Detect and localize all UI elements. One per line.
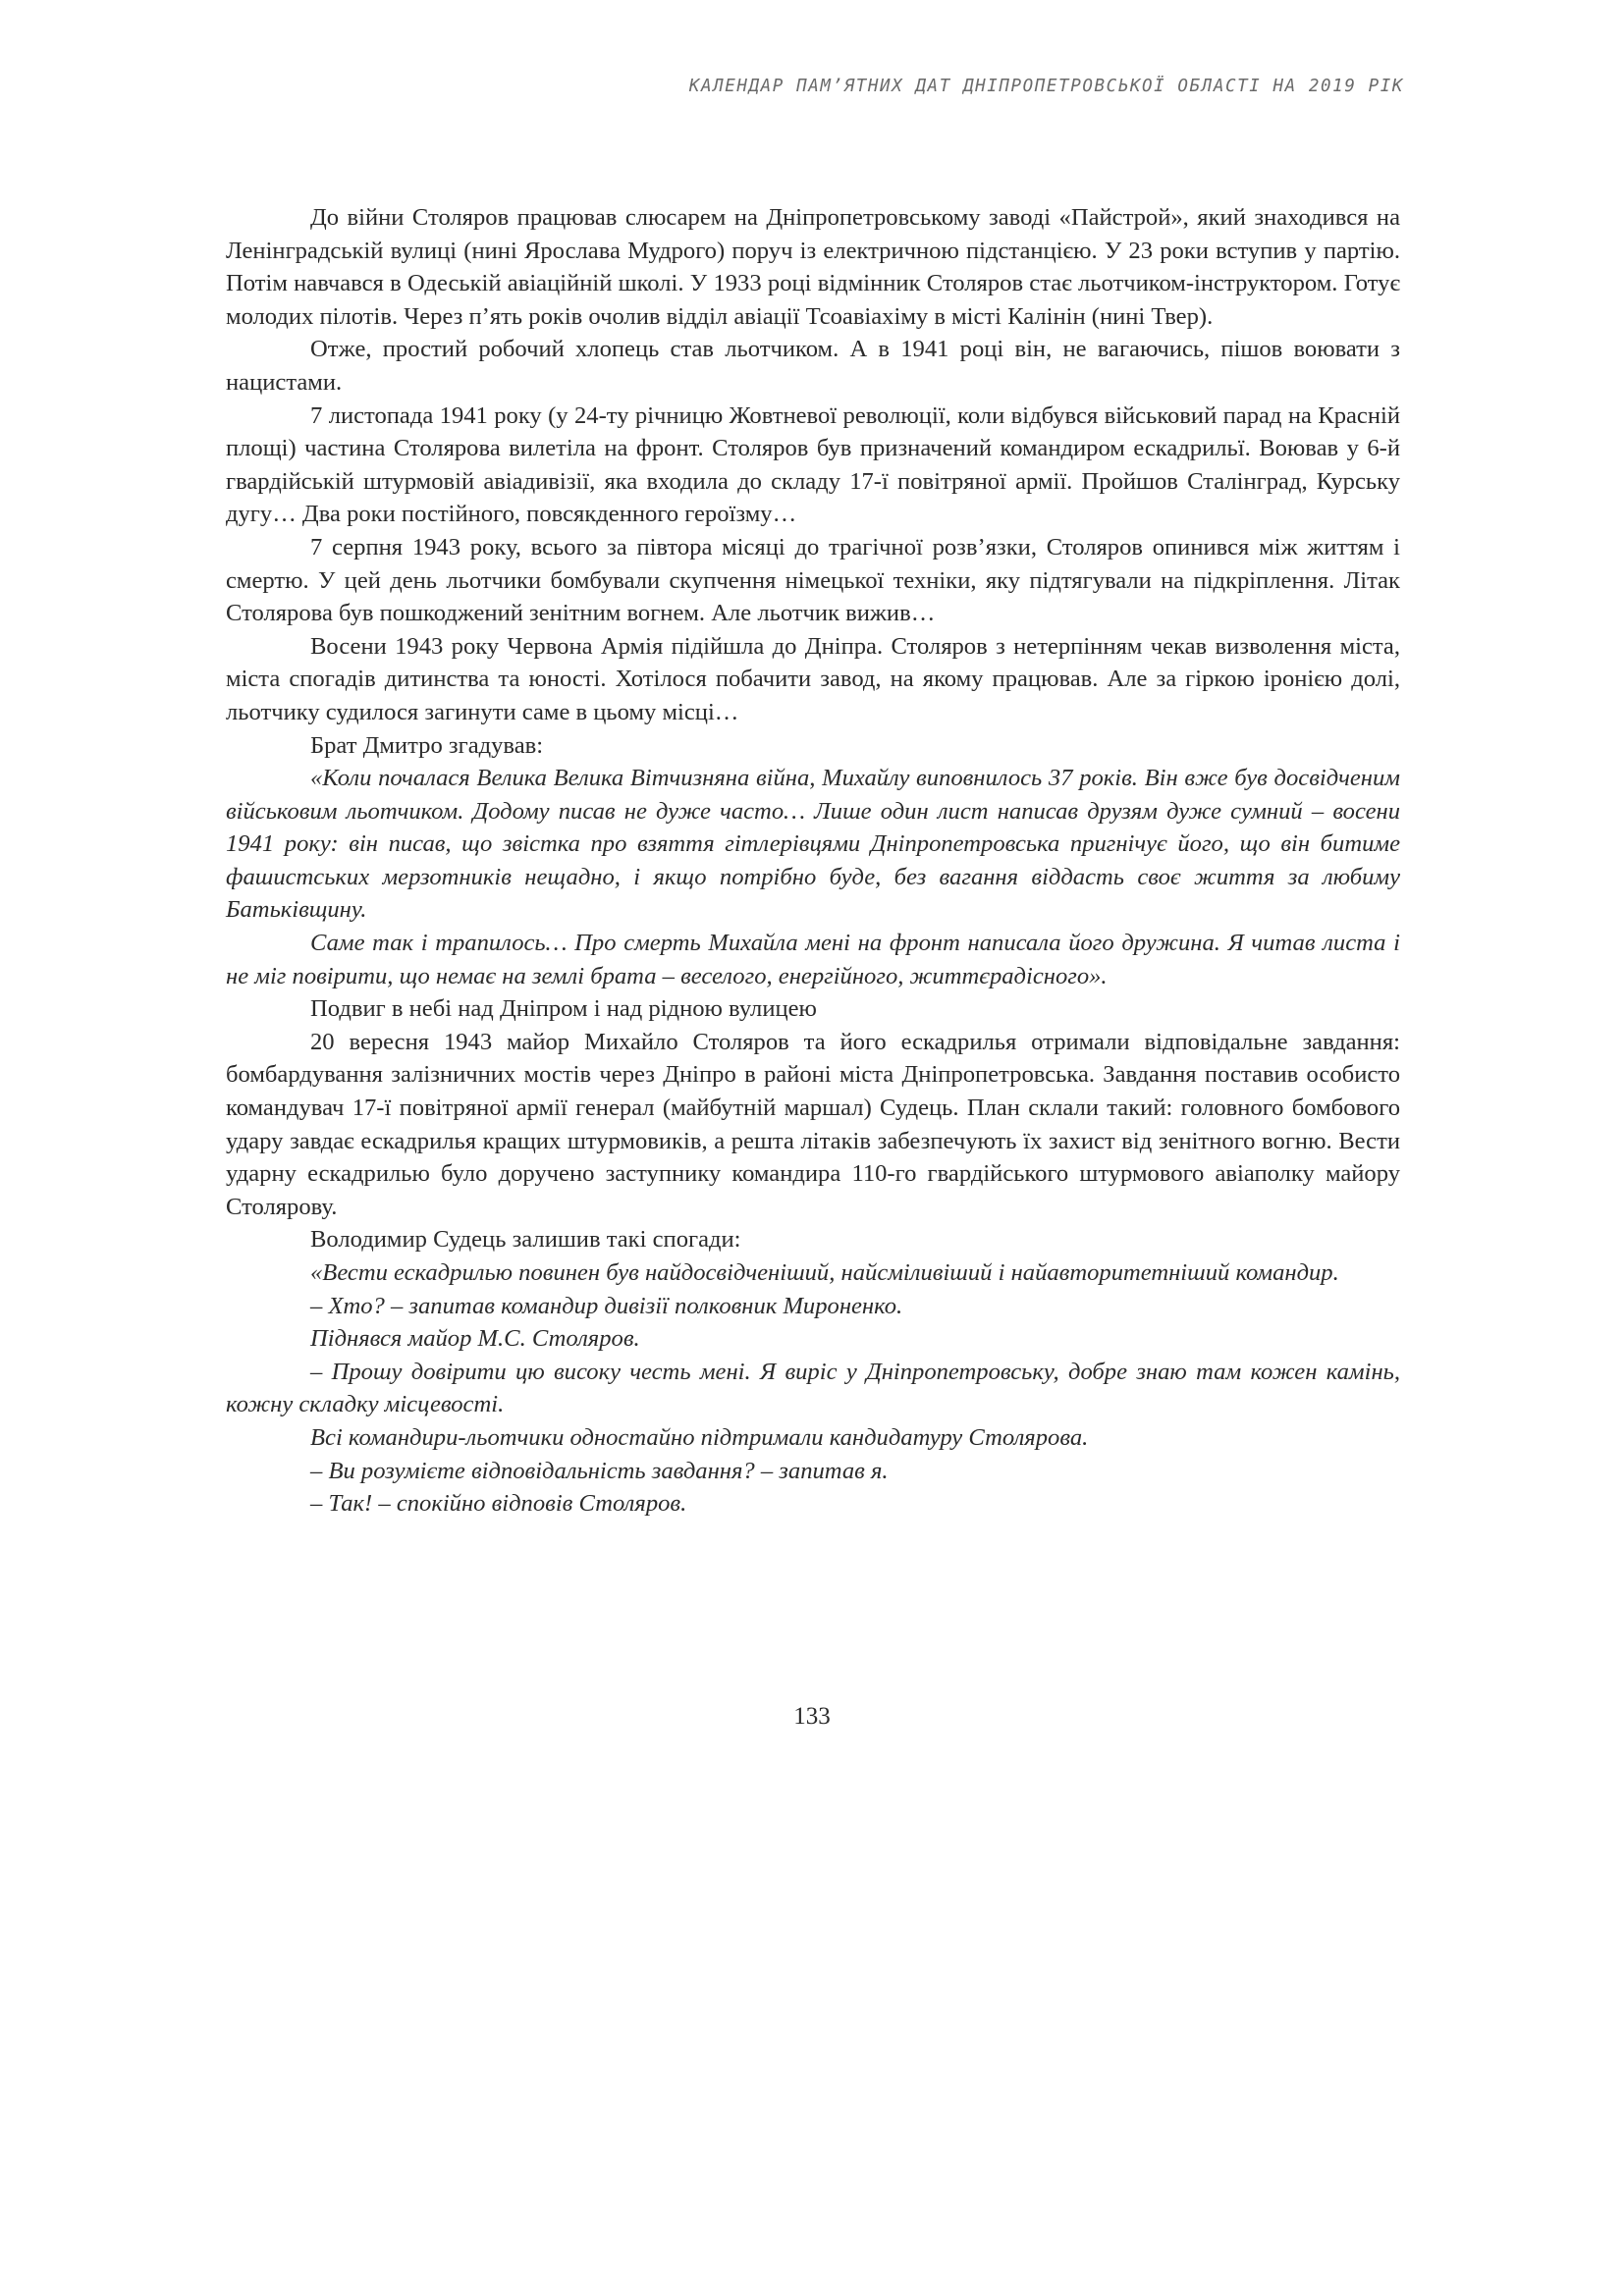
running-header: КАЛЕНДАР ПАМ’ЯТНИХ ДАТ ДНІПРОПЕТРОВСЬКОЇ ОБЛАСТІ НА 2019 РІК — [688, 77, 1404, 96]
quote-paragraph: – Ви розумієте відповідальність завдання? – запитав я. — [310, 1457, 889, 1484]
quote-paragraph: Саме так і трапилось… Про смерть Михайла мені на фронт написала його дружина. Я читав листа і не міг повірити, що немає на землі брата – веселого, енергійного, життєрадісного». — [226, 930, 1400, 989]
body-text — [226, 201, 1400, 1521]
paragraph: Восени 1943 року Червона Армія підійшла до Дніпра. Столяров з нетерпінням чекав визволення міста, міста спогадів дитинства та юності. Хотілося побачити завод, на якому працював. Але за гіркою іронією долі, льотчику судилося загинути саме в цьому місці… — [226, 632, 1400, 725]
paragraph: Отже, простий робочий хлопець став льотчиком. А в 1941 році він, не вагаючись, пішов воювати з нацистами. — [226, 336, 1400, 396]
quote-paragraph: «Коли почалася Велика Велика Вітчизняна війна, Михайлу виповнилось 37 років. Він вже був досвідченим військовим льотчиком. Додому писав не дуже часто… Лише один лист написав друзям дуже сумний – восени 1941 року: він писав, що звістка про взяття гітлерівцями Дніпропетровська пригнічує його, що він битиме фашистських мерзотників нещадно, і якщо потрібно буде, без вагання віддасть своє життя за любиму Батьківщину. — [226, 765, 1400, 924]
page-number: 133 — [793, 1703, 831, 1730]
quote-paragraph: – Прошу довірити цю високу честь мені. Я виріс у Дніпропетровську, добре знаю там кожен камінь, кожну складку місцевості. — [226, 1358, 1400, 1418]
paragraph: 7 листопада 1941 року (у 24-ту річницю Жовтневої революції, коли відбувся військовий парад на Красній площі) частина Столярова вилетіла на фронт. Столяров був призначений командиром ескадрильї. Воював у 6-й гвардійській штурмовій авіадивізії, яка входила до складу 17-ї повітряної армії. Пройшов Сталінград, Курську дугу… Два роки постійного, повсякденного героїзму… — [226, 401, 1400, 528]
paragraph: Брат Дмитро згадував: — [310, 731, 544, 759]
paragraph: Володимир Судець залишив такі спогади: — [310, 1226, 741, 1254]
quote-paragraph: – Хто? – запитав командир дивізії полковник Мироненко. — [310, 1292, 903, 1319]
paragraph: До війни Столяров працював слюсарем на Дніпропетровському заводі «Пайстрой», який знаходився на Ленінградській вулиці (нині Ярослава Мудрого) поруч із електричною підстанцією. У 23 роки вступив у партію. Потім навчався в Одеській авіаційній школі. У 1933 році відмінник Столяров стає льотчиком-інструктором. Готує молодих пілотів. Через п’ять років очолив відділ авіації Тсоавіахіму в місті Калінін (нині Твер). — [226, 204, 1400, 330]
paragraph: 20 вересня 1943 майор Михайло Столяров та його ескадрилья отримали відповідальне завдання: бомбардування залізничних мостів через Дніпро в районі міста Дніпропетровська. Завдання поставив особисто командувач 17-ї повітряної армії генерал (майбутній маршал) Судець. План склали такий: головного бомбового удару завдає ескадрилья кращих штурмовиків, а решта літаків забезпечують їх захист від зенітного вогню. Вести ударну ескадрилью було доручено заступнику командира 110-го гвардійського штурмового авіаполку майору Столярову. — [226, 1028, 1400, 1220]
paragraph: 7 серпня 1943 року, всього за півтора місяці до трагічної розв’язки, Столяров опинився між життям і смертю. У цей день льотчики бомбували скупчення німецької техніки, яку підтягували на підкріплення. Літак Столярова був пошкоджений зенітним вогнем. Але льотчик вижив… — [226, 533, 1400, 627]
section-heading: Подвиг в небі над Дніпром і над рідною вулицею — [310, 995, 817, 1023]
quote-paragraph: Всі командири-льотчики одностайно підтримали кандидатуру Столярова. — [310, 1423, 1089, 1451]
quote-paragraph: Піднявся майор М.С. Столяров. — [310, 1325, 640, 1353]
quote-paragraph: – Так! – спокійно відповів Столяров. — [310, 1490, 687, 1518]
quote-paragraph: «Вести ескадрилью повинен був найдосвідченіший, найсміливіший і найавторитетніший командир. — [310, 1259, 1339, 1286]
